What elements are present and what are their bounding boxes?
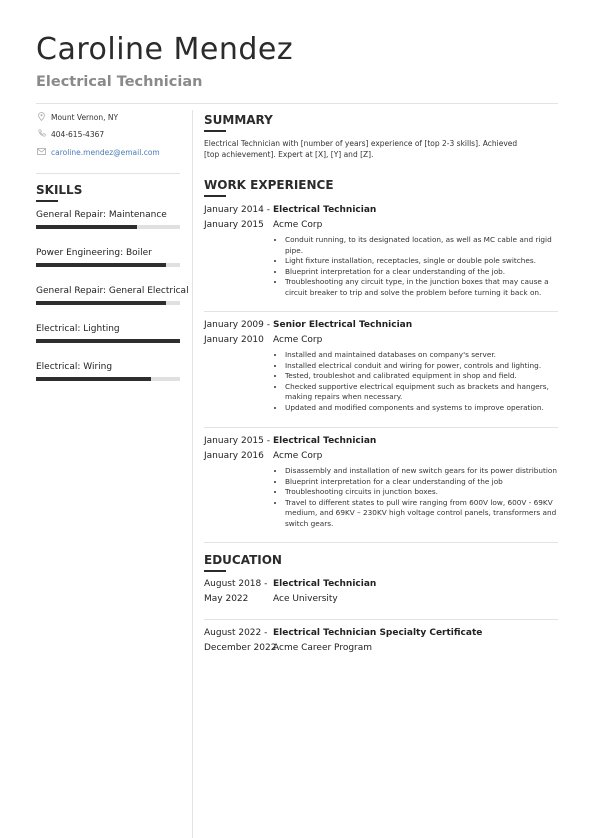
education-heading: EDUCATION	[204, 553, 282, 567]
education-title: Electrical Technician	[273, 579, 377, 589]
job-bullet: • Travel to different states to pull wire ranging from 600V low, 600V - 69KV medium, and 69KV – 230KV high voltage control panels, transformers and switch gears.	[285, 498, 565, 530]
email-link[interactable]: caroline.mendez@email.com	[51, 148, 160, 157]
skill-bar	[36, 263, 180, 267]
experience-heading: WORK EXPERIENCE	[204, 178, 334, 192]
job-bullet: • Blueprint interpretation for a clear understanding of the job	[285, 477, 565, 488]
job-divider	[204, 311, 558, 312]
skill-label: General Repair: Maintenance	[36, 210, 167, 220]
candidate-name: Caroline Mendez	[36, 32, 294, 67]
phone-icon	[36, 129, 47, 139]
skill-bar-fill	[36, 301, 166, 305]
education-divider	[204, 619, 558, 620]
skill-item	[36, 324, 180, 343]
education-date-end: May 2022	[204, 594, 249, 604]
job-bullet: • Disassembly and installation of new switch gears for its power distribution	[285, 466, 565, 477]
skill-bar	[36, 225, 180, 229]
experience-heading-underline	[204, 195, 226, 197]
skill-bar	[36, 301, 180, 305]
job-bullets	[273, 350, 565, 413]
job-company: Acme Corp	[273, 451, 323, 461]
job-title: Electrical Technician	[273, 436, 377, 446]
job-bullets	[273, 466, 565, 529]
job-date-end: January 2010	[204, 335, 264, 345]
location-text: Mount Vernon, NY	[51, 113, 119, 122]
skill-label: General Repair: General Electrical	[36, 286, 189, 296]
skill-item	[36, 248, 180, 267]
column-divider	[192, 110, 193, 838]
education-title: Electrical Technician Specialty Certificate	[273, 628, 483, 638]
job-bullet: • Tested, troubleshot and calibrated equipment in shop and field.	[285, 371, 565, 382]
job-bullet: • Installed and maintained databases on company's server.	[285, 350, 565, 361]
summary-heading-underline	[204, 130, 226, 132]
contact-email[interactable]	[36, 148, 186, 157]
skill-bar-fill	[36, 263, 166, 267]
job-title: Senior Electrical Technician	[273, 320, 413, 330]
skill-bar-fill	[36, 339, 180, 343]
job-date-end: January 2015	[204, 220, 264, 230]
education-date-start: August 2018 -	[204, 579, 268, 589]
job-bullets	[273, 235, 565, 298]
job-bullet: • Installed electrical conduit and wiring for power, controls and lighting.	[285, 361, 565, 372]
contact-phone	[36, 129, 186, 139]
skill-label: Power Engineering: Boiler	[36, 248, 152, 258]
job-date-end: January 2016	[204, 451, 264, 461]
education-date-end: December 2022	[204, 643, 277, 653]
skill-bar	[36, 377, 180, 381]
skill-bar-fill	[36, 225, 137, 229]
phone-text: 404-615-4367	[51, 129, 105, 139]
envelope-icon	[36, 148, 47, 157]
skills-heading: SKILLS	[36, 183, 83, 197]
skill-item	[36, 286, 189, 305]
job-bullet: • Conduit running, to its designated location, as well as MC cable and rigid pipe.	[285, 235, 565, 256]
job-bullet: • Blueprint interpretation for a clear understanding of the job.	[285, 267, 565, 278]
skill-bar	[36, 339, 180, 343]
section-divider	[204, 542, 558, 543]
summary-text: Electrical Technician with [number of years] experience of [top 2-3 skills]. Achieved [top achievement]. Expert at [X], [Y] and [Z].	[204, 139, 518, 159]
skill-label: Electrical: Lighting	[36, 324, 120, 334]
location-pin-icon	[36, 112, 47, 123]
header-divider	[36, 103, 558, 104]
education-heading-underline	[204, 570, 226, 572]
job-date-start: January 2014 -	[204, 205, 270, 215]
job-title: Electrical Technician	[273, 205, 377, 215]
contact-location	[36, 112, 186, 123]
skill-bar-fill	[36, 377, 151, 381]
skill-label: Electrical: Wiring	[36, 362, 113, 372]
contact-divider	[36, 173, 180, 174]
job-bullet: • Checked supportive electrical equipment such as brackets and hangers, making repairs when necessary.	[285, 382, 565, 403]
job-bullet: • Updated and modified components and systems to improve operation.	[285, 403, 565, 414]
summary-heading: SUMMARY	[204, 113, 273, 127]
skills-heading-underline	[36, 200, 58, 202]
candidate-role: Electrical Technician	[36, 74, 203, 90]
education-institution: Ace University	[273, 594, 338, 604]
job-bullet: • Troubleshooting any circuit type, in the junction boxes that may cause a circuit breaker to trip and solve the problem before turning it back on.	[285, 277, 565, 298]
education-date-start: August 2022 -	[204, 628, 268, 638]
education-institution: Acme Career Program	[273, 643, 373, 653]
job-date-start: January 2015 -	[204, 436, 270, 446]
job-bullet: • Troubleshooting circuits in junction boxes.	[285, 487, 565, 498]
job-company: Acme Corp	[273, 335, 323, 345]
skill-item	[36, 210, 180, 229]
skill-item	[36, 362, 180, 381]
job-divider	[204, 427, 558, 428]
job-bullet: • Light fixture installation, receptacles, single or double pole switches.	[285, 256, 565, 267]
job-date-start: January 2009 -	[204, 320, 270, 330]
job-company: Acme Corp	[273, 220, 323, 230]
